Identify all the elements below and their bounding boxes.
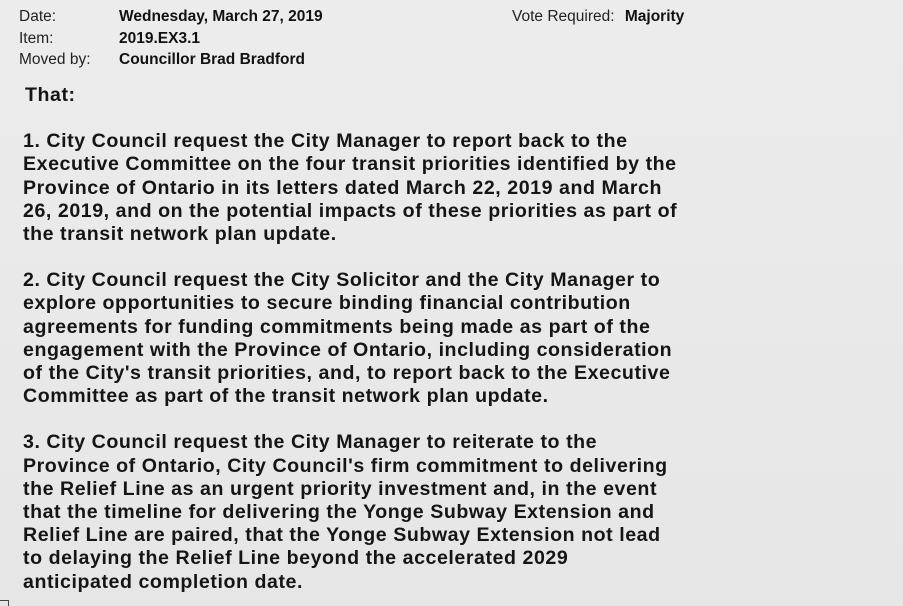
paragraph-line: the Relief Line as an urgent priority investment and, in the event xyxy=(23,477,658,500)
paragraph-line: 3. City Council request the City Manager to reiterate to the xyxy=(23,431,598,454)
corner-marker-icon xyxy=(0,600,9,606)
paragraph-line: agreements for funding commitments being made as part of the xyxy=(23,315,651,338)
paragraph-line: Province of Ontario, City Council's firm commitment to delivering xyxy=(23,454,668,477)
paragraph-line: Province of Ontario in its letters dated March 22, 2019 and March xyxy=(23,176,662,199)
paragraph-line: the transit network plan update. xyxy=(23,223,337,246)
motion-paragraph-1 xyxy=(23,130,888,246)
paragraph-line: 26, 2019, and on the potential impacts of these priorities as part of xyxy=(23,199,678,222)
date-row xyxy=(19,6,879,28)
item-row xyxy=(19,28,879,50)
paragraph-line: engagement with the Province of Ontario, including consideration xyxy=(23,338,673,361)
date-label: Date: xyxy=(19,8,57,25)
paragraph-line: anticipated completion date. xyxy=(23,570,303,593)
vote-required-value: Majority xyxy=(624,8,685,25)
paragraph-line: Committee as part of the transit network plan update. xyxy=(23,385,549,408)
paragraph-line: to delaying the Relief Line beyond the accelerated 2029 xyxy=(23,547,569,570)
moved-by-value: Councillor Brad Bradford xyxy=(119,51,306,68)
item-value: 2019.EX3.1 xyxy=(119,29,201,47)
motion-paragraph-3 xyxy=(23,431,888,593)
motion-body xyxy=(23,84,888,606)
moved-by-label: Moved by: xyxy=(19,51,91,68)
paragraph-line: of the City's transit priorities, and, to report back to the Executive xyxy=(23,362,671,385)
motion-header xyxy=(19,6,879,71)
motion-paragraph-2 xyxy=(23,269,888,408)
vote-required xyxy=(512,6,684,28)
motion-intro: That: xyxy=(25,84,76,106)
paragraph-line: Relief Line are paired, that the Yonge Subway Extension not lead xyxy=(23,524,661,547)
moved-by-row xyxy=(19,49,879,71)
vote-required-label: Vote Required: xyxy=(512,8,615,25)
paragraph-line: Executive Committee on the four transit priorities identified by the xyxy=(23,153,677,176)
paragraph-line: 1. City Council request the City Manager to report back to the xyxy=(23,130,628,153)
item-label: Item: xyxy=(19,29,54,47)
paragraph-line: explore opportunities to secure binding financial contribution xyxy=(23,292,631,315)
paragraph-line: that the timeline for delivering the Yonge Subway Extension and xyxy=(23,501,655,524)
paragraph-line: 2. City Council request the City Solicitor and the City Manager to xyxy=(23,269,661,292)
date-value: Wednesday, March 27, 2019 xyxy=(119,8,323,25)
